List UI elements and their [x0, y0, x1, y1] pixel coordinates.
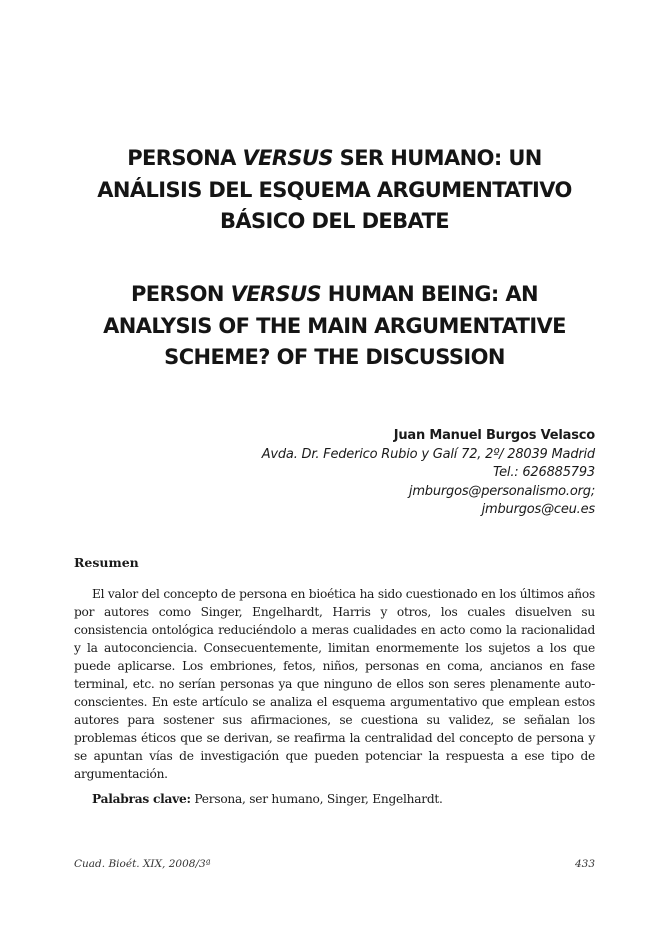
english-title-line1-post: HUMAN BEING: AN [321, 282, 538, 306]
author-name: Juan Manuel Burgos Velasco [393, 428, 595, 443]
author-block [195, 427, 595, 520]
author-email-2[interactable]: jmburgos@ceu.es [481, 502, 595, 517]
author-phone: Tel.: 626885793 [492, 465, 595, 480]
spanish-title-line3: BÁSICO DEL DEBATE [219, 209, 450, 233]
english-title-line1-pre: PERSON [131, 282, 231, 306]
spanish-title-line1-post: SER HUMANO: UN [332, 146, 542, 170]
english-title [74, 279, 595, 374]
footer-journal: Cuad. Bioét. XIX, 2008/3ª [74, 858, 211, 870]
english-title-line2: ANALYSIS OF THE MAIN ARGUMENTATIVE [103, 313, 566, 338]
english-title-line3: SCHEME? OF THE DISCUSSION [164, 345, 505, 369]
keywords-label: Palabras clave: [92, 792, 191, 806]
keywords-list: Persona, ser humano, Singer, Engelhardt. [190, 792, 443, 806]
english-title-versus: VERSUS [230, 282, 322, 306]
english-title-line1 [131, 282, 538, 306]
spanish-title-line1-pre: PERSONA [127, 146, 243, 170]
spanish-title-line1 [127, 146, 542, 170]
keywords-paragraph [74, 790, 595, 808]
abstract-heading: Resumen [74, 555, 139, 570]
spanish-title-line2: ANÁLISIS DEL ESQUEMA ARGUMENTATIVO [97, 177, 572, 202]
author-email-1[interactable]: jmburgos@personalismo.org; [408, 483, 595, 499]
footer-page-number: 433 [574, 858, 595, 870]
abstract-body: El valor del concepto de persona en bioética ha sido cuestionado en los últimos años por autores como Singer, Engelhardt, Harris y otros, los cuales disuelven su consistencia ontológica reduciéndolo a meras cualidades en acto como la racionalidad y la autoconciencia. Consecuentemente, limitan enormemente los sujetos a los que puede aplicarse. Los embriones, fetos, niños, personas en coma, ancianos en fase terminal, etc. no serían personas ya que ninguno de ellos son seres plenamente auto-conscientes. En este artículo se analiza el esquema argumentativo que emplean estos autores para sostener sus afirmaciones, se cuestiona su validez, se señalan los problemas éticos que se derivan, se reafirma la centralidad del concepto de persona y se apuntan vías de investigación que pueden potenciar la respuesta a ese tipo de argumentación. [74, 587, 595, 781]
author-address: Avda. Dr. Federico Rubio y Galí 72, 2º/ 28039 Madrid [261, 446, 595, 462]
spanish-title [74, 143, 595, 238]
spanish-title-versus: VERSUS [242, 146, 333, 170]
